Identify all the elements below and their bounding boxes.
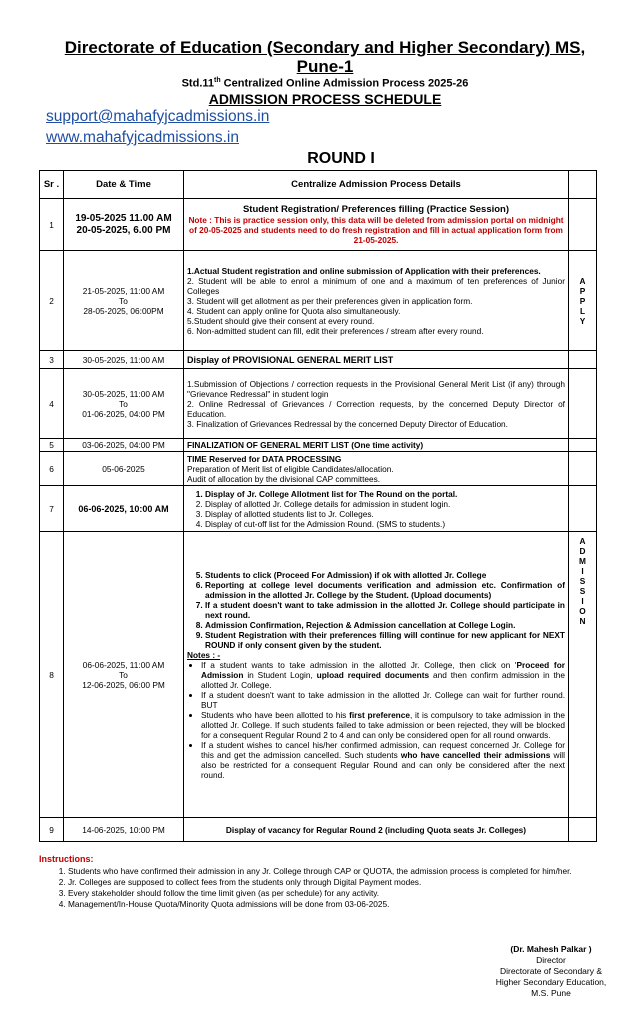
list-item: 1. Display of Jr. College Allotment list for The Round on the portal. <box>205 489 565 499</box>
allotment-list <box>187 489 565 529</box>
round-title: ROUND I <box>307 150 375 167</box>
col-sr: Sr . <box>40 171 64 199</box>
detail-line: 1.Actual Student registration and online submission of Application with their preferences. <box>187 265 541 276</box>
schedule-table <box>39 170 597 842</box>
row-date <box>64 199 184 251</box>
col-date: Date & Time <box>64 171 184 199</box>
list-item: 8. Admission Confirmation, Rejection & Admission cancellation at College Login. <box>205 620 565 630</box>
list-item: 3. Every stakeholder should follow the time limit given (as per schedule) for any activity. <box>68 888 598 899</box>
std-prefix: Std.11 <box>181 77 214 90</box>
signature-block <box>476 944 626 999</box>
list-item: 4. Management/In-House Quota/Minority Quota admissions will be done from 03-06-2025. <box>68 899 598 910</box>
row-details: Display of vacancy for Regular Round 2 (including Quota seats Jr. Colleges) <box>184 818 569 842</box>
date-start: 19-05-2025 11.00 AM <box>75 212 172 224</box>
table-row <box>40 818 597 842</box>
detail-line: 6. Non-admitted student can fill, edit their preferences / stream after every round. <box>187 325 484 336</box>
signatory-name: (Dr. Mahesh Palkar ) <box>510 944 592 954</box>
apply-letter: P <box>579 285 586 296</box>
row-sr: 2 <box>40 251 64 351</box>
list-item: 3. Display of allotted students list to Jr. Colleges. <box>205 509 565 519</box>
date-end: 12-06-2025, 06:00 PM <box>82 679 165 690</box>
table-row <box>40 199 597 251</box>
notes-label: Notes : - <box>187 649 221 660</box>
list-item: • If a student wishes to cancel his/her confirmed admission, can request concerned Jr. College for this and get the admission cancelled. Such students who have cancelled their admissions will also be restricted for a consequent Regular Round and can only be considered after the next round. <box>201 740 565 780</box>
row-date <box>64 251 184 351</box>
row-details: Display of PROVISIONAL GENERAL MERIT LIST <box>184 351 569 369</box>
admission-side-label <box>569 532 597 818</box>
row-details <box>184 251 569 351</box>
list-item: • If a student doesn't want to take admission in the allotted Jr. College can wait for further round. BUT <box>201 690 565 710</box>
row-date <box>64 532 184 818</box>
list-item: 7. If a student doesn't want to take admission in the allotted Jr. College should participate in next round. <box>205 600 565 620</box>
admission-letter: A <box>579 536 586 546</box>
date-start: 21-05-2025, 11:00 AM <box>82 285 165 296</box>
table-row <box>40 439 597 452</box>
admission-letter: S <box>579 576 586 586</box>
title-line-2: Pune-1 <box>296 57 354 76</box>
table-row <box>40 532 597 818</box>
apply-letter: A <box>579 275 586 286</box>
detail-line: 5.Student should give their consent at every round. <box>187 315 375 326</box>
subtitle <box>60 77 590 90</box>
date-to: To <box>119 669 128 680</box>
row-sr: 7 <box>40 486 64 532</box>
row-date: 06-06-2025, 10:00 AM <box>64 486 184 532</box>
table-row <box>40 351 597 369</box>
row-sr: 1 <box>40 199 64 251</box>
detail-line: Preparation of Merit list of eligible Candidates/allocation. <box>187 463 394 474</box>
row-sr: 3 <box>40 351 64 369</box>
list-item: 1. Students who have confirmed their admission in any Jr. College through CAP or QUOTA, the admission process is completed for him/her. <box>68 866 598 877</box>
detail-line: 4. Student can apply online for Quota also simultaneously. <box>187 305 401 316</box>
std-rest: Centralized Online Admission Process 2025-26 <box>220 77 469 90</box>
table-row <box>40 369 597 439</box>
apply-letter: L <box>579 305 586 316</box>
row-date <box>64 369 184 439</box>
list-item: 9. Student Registration with their preferences filling will continue for new applicant for NEXT ROUND if only consent given by the student. <box>205 630 565 650</box>
row-sr: 8 <box>40 532 64 818</box>
instructions-list <box>46 866 598 910</box>
row-details <box>184 486 569 532</box>
row-date: 14-06-2025, 10:00 PM <box>64 818 184 842</box>
practice-note: Note : This is practice session only, this data will be deleted from admission portal on midnight of 20-05-2025 and students need to do fresh registration and fill in actual application form from 21-05-2025. <box>188 215 564 245</box>
apply-letter: Y <box>579 315 586 326</box>
notes-list <box>187 660 565 780</box>
title-line-1: Directorate of Education (Secondary and Higher Secondary) MS, <box>64 38 586 57</box>
email-link[interactable]: support@mahafyjcadmissions.in <box>46 108 270 125</box>
table-row <box>40 251 597 351</box>
admission-letter: O <box>579 606 586 616</box>
list-item: • If a student wants to take admission in the allotted Jr. College, then click on 'Proceed for Admission in Student Login, upload required documents and then confirm admission in the allotted Jr. College. <box>201 660 565 690</box>
detail-line: TIME Reserved for DATA PROCESSING <box>187 453 342 464</box>
detail-line: 2. Online Redressal of Grievances / Correction requests, by the concerned Deputy Director of Education. <box>187 398 565 419</box>
row-date: 30-05-2025, 11:00 AM <box>64 351 184 369</box>
signatory-org: Directorate of Secondary & <box>499 966 603 976</box>
row-sr: 6 <box>40 452 64 486</box>
row-details <box>184 369 569 439</box>
detail-line: 3. Finalization of Grievances Redressal by the concerned Deputy Director of Education. <box>187 418 508 429</box>
row-title: Student Registration/ Preferences filling (Practice Session) <box>242 204 510 215</box>
instructions-heading: Instructions: <box>39 854 94 864</box>
col-details: Centralize Admission Process Details <box>184 171 569 199</box>
row-sr: 4 <box>40 369 64 439</box>
row-details <box>184 199 569 251</box>
list-item: 2. Display of allotted Jr. College details for admission in student login. <box>205 499 565 509</box>
detail-line: 3. Student will get allotment as per their preferences given in application form. <box>187 295 473 306</box>
table-header-row <box>40 171 597 199</box>
detail-line: 2. Student will be able to enrol a minimum of one and a maximum of ten preferences of Junior Colleges <box>187 275 565 296</box>
list-item: • Students who have been allotted to his first preference, it is compulsory to take admission in the allotted Jr. College. If such students failed to take admission or been rejected, they will be blocked for a consequent Regular Round 2 to 4 and can only be considered open for all round onwards. <box>201 710 565 740</box>
date-to: To <box>119 398 128 409</box>
signatory-title: Director <box>536 955 566 965</box>
row-sr: 5 <box>40 439 64 452</box>
website-link[interactable]: www.mahafyjcadmissions.in <box>46 129 239 146</box>
page-title <box>60 38 590 76</box>
row-date: 05-06-2025 <box>64 452 184 486</box>
col-side <box>569 171 597 199</box>
detail-line: Audit of allocation by the divisional CAP committees. <box>187 473 381 484</box>
date-start: 30-05-2025, 11:00 AM <box>82 388 165 399</box>
date-to: To <box>119 295 128 306</box>
row-sr: 9 <box>40 818 64 842</box>
date-end: 01-06-2025, 04:00 PM <box>82 408 165 419</box>
admission-letter: D <box>579 546 586 556</box>
signatory-org: Higher Secondary Education, <box>495 977 607 987</box>
schedule-title: ADMISSION PROCESS SCHEDULE <box>208 91 442 107</box>
admission-steps <box>187 570 565 650</box>
detail-line: 1.Submission of Objections / correction requests in the Provisional General Merit List (if any) through "Grievance Redressal" in student login <box>187 378 565 399</box>
admission-letter: S <box>579 586 586 596</box>
row-date: 03-06-2025, 04:00 PM <box>64 439 184 452</box>
apply-letter: P <box>579 295 586 306</box>
row-details <box>184 452 569 486</box>
list-item: 2. Jr. Colleges are supposed to collect fees from the students only through Digital Payment modes. <box>68 877 598 888</box>
list-item: 5. Students to click (Proceed For Admission) if ok with allotted Jr. College <box>205 570 565 580</box>
apply-side-label <box>569 251 597 351</box>
list-item: 6. Reporting at college level documents verification and admission etc. Confirmation of admission in the allotted Jr. College by the Student. (Upload documents) <box>205 580 565 600</box>
table-row <box>40 486 597 532</box>
admission-letter: M <box>579 556 586 566</box>
admission-letter: N <box>579 616 586 626</box>
date-end: 28-05-2025, 06:00PM <box>83 305 164 316</box>
table-row <box>40 452 597 486</box>
row-details <box>184 532 569 818</box>
admission-letter: I <box>581 596 584 606</box>
std-sup: th <box>214 77 221 84</box>
admission-letter: I <box>581 566 584 576</box>
date-start: 06-06-2025, 11:00 AM <box>82 659 165 670</box>
date-end: 20-05-2025, 6.00 PM <box>76 224 171 236</box>
signatory-place: M.S. Pune <box>531 988 571 998</box>
list-item: 4. Display of cut-off list for the Admission Round. (SMS to students.) <box>205 519 565 529</box>
row-details: FINALIZATION OF GENERAL MERIT LIST (One time activity) <box>184 439 569 452</box>
